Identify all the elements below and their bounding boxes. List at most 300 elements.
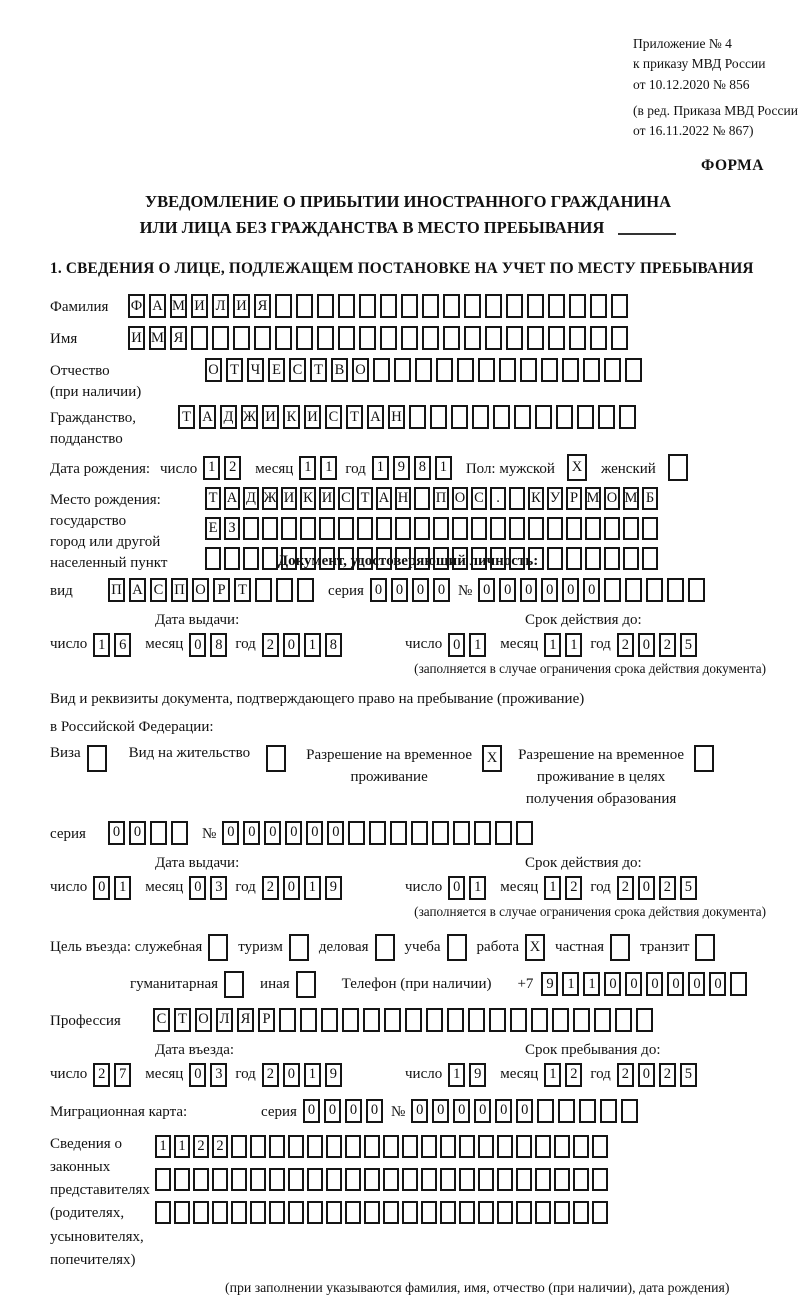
char-cell[interactable] xyxy=(402,1135,418,1158)
id-issue-day-input[interactable] xyxy=(93,633,131,657)
char-cell[interactable] xyxy=(573,1008,590,1032)
char-cell[interactable]: 0 xyxy=(264,821,281,845)
char-cell[interactable] xyxy=(730,972,747,996)
char-cell[interactable]: У xyxy=(547,487,563,510)
char-cell[interactable]: 5 xyxy=(680,633,697,657)
char-cell[interactable]: 8 xyxy=(210,633,227,657)
char-cell[interactable] xyxy=(296,971,316,998)
char-cell[interactable]: 0 xyxy=(646,972,663,996)
char-cell[interactable]: 1 xyxy=(544,876,561,900)
char-cell[interactable] xyxy=(307,1201,323,1224)
char-cell[interactable] xyxy=(636,1008,653,1032)
char-cell[interactable]: 0 xyxy=(604,972,621,996)
char-cell[interactable] xyxy=(625,358,642,382)
char-cell[interactable] xyxy=(499,358,516,382)
char-cell[interactable]: X xyxy=(525,934,545,961)
char-cell[interactable] xyxy=(598,405,615,429)
char-cell[interactable] xyxy=(562,358,579,382)
char-cell[interactable] xyxy=(193,1168,209,1191)
char-cell[interactable] xyxy=(376,517,392,540)
char-cell[interactable] xyxy=(269,1201,285,1224)
char-cell[interactable]: С xyxy=(289,358,306,382)
char-cell[interactable]: О xyxy=(452,487,468,510)
char-cell[interactable]: Ф xyxy=(128,294,145,318)
permit-valid-year-input[interactable] xyxy=(617,876,697,900)
char-cell[interactable]: В xyxy=(331,358,348,382)
char-cell[interactable] xyxy=(615,1008,632,1032)
char-cell[interactable] xyxy=(623,547,639,570)
char-cell[interactable] xyxy=(342,1008,359,1032)
char-cell[interactable]: 1 xyxy=(435,456,452,480)
char-cell[interactable] xyxy=(459,1168,475,1191)
char-cell[interactable]: 0 xyxy=(638,1063,655,1087)
char-cell[interactable] xyxy=(405,1008,422,1032)
char-cell[interactable] xyxy=(243,517,259,540)
birthplace-input-line2[interactable] xyxy=(205,517,658,540)
char-cell[interactable]: 1 xyxy=(469,633,486,657)
char-cell[interactable]: 0 xyxy=(625,972,642,996)
char-cell[interactable] xyxy=(415,358,432,382)
char-cell[interactable]: 0 xyxy=(516,1099,533,1123)
purpose-other-checkbox[interactable] xyxy=(296,971,316,998)
char-cell[interactable]: К xyxy=(528,487,544,510)
permit-number-input[interactable] xyxy=(222,821,533,845)
char-cell[interactable] xyxy=(430,405,447,429)
purpose-humanitarian-checkbox[interactable] xyxy=(224,971,244,998)
char-cell[interactable] xyxy=(611,294,628,318)
char-cell[interactable]: 2 xyxy=(565,876,582,900)
char-cell[interactable] xyxy=(509,517,525,540)
char-cell[interactable] xyxy=(453,821,470,845)
char-cell[interactable] xyxy=(150,821,167,845)
profession-input[interactable] xyxy=(153,1008,653,1032)
char-cell[interactable]: 2 xyxy=(659,633,676,657)
char-cell[interactable] xyxy=(569,326,586,350)
char-cell[interactable]: Т xyxy=(205,487,221,510)
char-cell[interactable]: А xyxy=(224,487,240,510)
char-cell[interactable] xyxy=(535,1201,551,1224)
char-cell[interactable] xyxy=(383,1201,399,1224)
char-cell[interactable]: Д xyxy=(243,487,259,510)
char-cell[interactable] xyxy=(243,547,259,570)
char-cell[interactable]: П xyxy=(108,578,125,602)
char-cell[interactable] xyxy=(212,1201,228,1224)
char-cell[interactable] xyxy=(307,1168,323,1191)
char-cell[interactable] xyxy=(535,1135,551,1158)
char-cell[interactable] xyxy=(326,1201,342,1224)
char-cell[interactable]: 0 xyxy=(432,1099,449,1123)
purpose-tourism-checkbox[interactable] xyxy=(289,934,309,961)
char-cell[interactable]: Л xyxy=(212,294,229,318)
char-cell[interactable]: 2 xyxy=(659,1063,676,1087)
char-cell[interactable] xyxy=(592,1201,608,1224)
char-cell[interactable]: И xyxy=(128,326,145,350)
char-cell[interactable] xyxy=(695,934,715,961)
sex-male-checkbox[interactable] xyxy=(567,454,587,481)
char-cell[interactable] xyxy=(577,405,594,429)
char-cell[interactable]: 0 xyxy=(303,1099,320,1123)
char-cell[interactable]: 6 xyxy=(114,633,131,657)
char-cell[interactable]: Р xyxy=(566,487,582,510)
char-cell[interactable]: 0 xyxy=(688,972,705,996)
char-cell[interactable] xyxy=(552,1008,569,1032)
char-cell[interactable]: 2 xyxy=(617,1063,634,1087)
char-cell[interactable] xyxy=(338,517,354,540)
char-cell[interactable] xyxy=(262,517,278,540)
char-cell[interactable] xyxy=(345,1168,361,1191)
char-cell[interactable]: 1 xyxy=(469,876,486,900)
char-cell[interactable] xyxy=(338,294,355,318)
char-cell[interactable] xyxy=(155,1168,171,1191)
char-cell[interactable] xyxy=(590,294,607,318)
id-doc-number-input[interactable] xyxy=(478,578,705,602)
char-cell[interactable]: 2 xyxy=(617,876,634,900)
char-cell[interactable]: 0 xyxy=(345,1099,362,1123)
char-cell[interactable] xyxy=(250,1201,266,1224)
char-cell[interactable] xyxy=(604,358,621,382)
char-cell[interactable]: З xyxy=(224,517,240,540)
char-cell[interactable] xyxy=(478,1135,494,1158)
char-cell[interactable] xyxy=(600,1099,617,1123)
char-cell[interactable] xyxy=(497,1135,513,1158)
char-cell[interactable]: 0 xyxy=(541,578,558,602)
char-cell[interactable] xyxy=(573,1168,589,1191)
char-cell[interactable] xyxy=(155,1201,171,1224)
char-cell[interactable]: Е xyxy=(268,358,285,382)
char-cell[interactable]: 1 xyxy=(565,633,582,657)
char-cell[interactable]: М xyxy=(623,487,639,510)
char-cell[interactable] xyxy=(527,326,544,350)
char-cell[interactable] xyxy=(255,578,272,602)
char-cell[interactable] xyxy=(233,326,250,350)
purpose-work-checkbox[interactable] xyxy=(525,934,545,961)
id-valid-year-input[interactable] xyxy=(617,633,697,657)
char-cell[interactable] xyxy=(414,517,430,540)
purpose-study-checkbox[interactable] xyxy=(447,934,467,961)
char-cell[interactable] xyxy=(485,326,502,350)
purpose-private-checkbox[interactable] xyxy=(610,934,630,961)
char-cell[interactable] xyxy=(357,517,373,540)
char-cell[interactable]: Я xyxy=(170,326,187,350)
char-cell[interactable] xyxy=(497,1168,513,1191)
char-cell[interactable]: 9 xyxy=(325,1063,342,1087)
char-cell[interactable]: И xyxy=(304,405,321,429)
char-cell[interactable]: К xyxy=(300,487,316,510)
char-cell[interactable]: Я xyxy=(254,294,271,318)
visa-checkbox[interactable] xyxy=(87,745,107,772)
char-cell[interactable]: 0 xyxy=(583,578,600,602)
char-cell[interactable] xyxy=(321,1008,338,1032)
birthplace-input-line1[interactable] xyxy=(205,487,658,510)
char-cell[interactable] xyxy=(443,294,460,318)
migration-number-input[interactable] xyxy=(411,1099,638,1123)
char-cell[interactable] xyxy=(490,517,506,540)
char-cell[interactable] xyxy=(205,547,221,570)
char-cell[interactable]: 0 xyxy=(283,1063,300,1087)
char-cell[interactable] xyxy=(394,358,411,382)
char-cell[interactable] xyxy=(275,326,292,350)
char-cell[interactable]: 5 xyxy=(680,1063,697,1087)
char-cell[interactable]: Я xyxy=(237,1008,254,1032)
char-cell[interactable]: Ж xyxy=(262,487,278,510)
permit-valid-month-input[interactable] xyxy=(544,876,582,900)
char-cell[interactable] xyxy=(373,358,390,382)
char-cell[interactable]: 2 xyxy=(262,633,279,657)
temp-residence-checkbox[interactable] xyxy=(482,745,502,772)
char-cell[interactable]: 0 xyxy=(189,876,206,900)
char-cell[interactable] xyxy=(87,745,107,772)
purpose-business-checkbox[interactable] xyxy=(375,934,395,961)
char-cell[interactable] xyxy=(510,1008,527,1032)
char-cell[interactable] xyxy=(478,1168,494,1191)
permit-series-input[interactable] xyxy=(108,821,188,845)
char-cell[interactable] xyxy=(317,294,334,318)
char-cell[interactable] xyxy=(348,821,365,845)
char-cell[interactable]: 0 xyxy=(370,578,387,602)
char-cell[interactable] xyxy=(326,1168,342,1191)
char-cell[interactable] xyxy=(383,1135,399,1158)
char-cell[interactable]: Д xyxy=(220,405,237,429)
char-cell[interactable] xyxy=(610,934,630,961)
char-cell[interactable] xyxy=(440,1168,456,1191)
id-doc-series-input[interactable] xyxy=(370,578,450,602)
char-cell[interactable] xyxy=(642,517,658,540)
char-cell[interactable]: 1 xyxy=(155,1135,171,1158)
char-cell[interactable] xyxy=(380,294,397,318)
char-cell[interactable]: 1 xyxy=(544,1063,561,1087)
char-cell[interactable] xyxy=(447,934,467,961)
char-cell[interactable]: Б xyxy=(642,487,658,510)
temp-residence-edu-checkbox[interactable] xyxy=(694,745,714,772)
char-cell[interactable] xyxy=(527,294,544,318)
char-cell[interactable] xyxy=(541,358,558,382)
char-cell[interactable] xyxy=(250,1168,266,1191)
char-cell[interactable]: 0 xyxy=(433,578,450,602)
char-cell[interactable] xyxy=(288,1168,304,1191)
char-cell[interactable]: С xyxy=(325,405,342,429)
char-cell[interactable]: 9 xyxy=(325,876,342,900)
char-cell[interactable] xyxy=(363,1008,380,1032)
char-cell[interactable] xyxy=(269,1168,285,1191)
char-cell[interactable]: 2 xyxy=(224,456,241,480)
char-cell[interactable]: 0 xyxy=(222,821,239,845)
sex-female-checkbox[interactable] xyxy=(668,454,688,481)
char-cell[interactable]: 0 xyxy=(327,821,344,845)
char-cell[interactable] xyxy=(566,547,582,570)
char-cell[interactable]: Р xyxy=(213,578,230,602)
char-cell[interactable] xyxy=(592,1135,608,1158)
char-cell[interactable] xyxy=(554,1168,570,1191)
char-cell[interactable]: Р xyxy=(258,1008,275,1032)
stay-year-input[interactable] xyxy=(617,1063,697,1087)
char-cell[interactable]: М xyxy=(585,487,601,510)
char-cell[interactable] xyxy=(646,578,663,602)
char-cell[interactable] xyxy=(296,326,313,350)
id-valid-month-input[interactable] xyxy=(544,633,582,657)
char-cell[interactable]: 2 xyxy=(93,1063,110,1087)
char-cell[interactable] xyxy=(592,1168,608,1191)
char-cell[interactable]: 9 xyxy=(393,456,410,480)
char-cell[interactable]: С xyxy=(153,1008,170,1032)
char-cell[interactable]: С xyxy=(150,578,167,602)
char-cell[interactable]: А xyxy=(376,487,392,510)
char-cell[interactable] xyxy=(516,821,533,845)
char-cell[interactable]: 0 xyxy=(189,1063,206,1087)
char-cell[interactable]: 0 xyxy=(283,633,300,657)
permit-issue-month-input[interactable] xyxy=(189,876,227,900)
char-cell[interactable] xyxy=(516,1135,532,1158)
char-cell[interactable]: 2 xyxy=(659,876,676,900)
char-cell[interactable]: 0 xyxy=(709,972,726,996)
residence-permit-checkbox[interactable] xyxy=(266,745,286,772)
char-cell[interactable]: 0 xyxy=(93,876,110,900)
char-cell[interactable] xyxy=(212,1168,228,1191)
representatives-input-line3[interactable] xyxy=(155,1201,608,1224)
char-cell[interactable] xyxy=(440,1201,456,1224)
char-cell[interactable] xyxy=(409,405,426,429)
char-cell[interactable]: 0 xyxy=(495,1099,512,1123)
char-cell[interactable] xyxy=(668,454,688,481)
char-cell[interactable]: 0 xyxy=(520,578,537,602)
char-cell[interactable]: 1 xyxy=(372,456,389,480)
char-cell[interactable] xyxy=(516,1201,532,1224)
char-cell[interactable] xyxy=(231,1168,247,1191)
char-cell[interactable] xyxy=(288,1135,304,1158)
char-cell[interactable] xyxy=(625,578,642,602)
char-cell[interactable]: 0 xyxy=(474,1099,491,1123)
char-cell[interactable] xyxy=(384,1008,401,1032)
char-cell[interactable] xyxy=(254,326,271,350)
char-cell[interactable] xyxy=(694,745,714,772)
char-cell[interactable] xyxy=(497,1201,513,1224)
char-cell[interactable] xyxy=(422,294,439,318)
char-cell[interactable] xyxy=(289,934,309,961)
char-cell[interactable]: 1 xyxy=(174,1135,190,1158)
char-cell[interactable] xyxy=(531,1008,548,1032)
char-cell[interactable] xyxy=(443,326,460,350)
char-cell[interactable] xyxy=(556,405,573,429)
char-cell[interactable]: И xyxy=(281,487,297,510)
char-cell[interactable]: О xyxy=(192,578,209,602)
char-cell[interactable]: Т xyxy=(178,405,195,429)
char-cell[interactable] xyxy=(495,821,512,845)
char-cell[interactable] xyxy=(275,294,292,318)
char-cell[interactable] xyxy=(478,1201,494,1224)
char-cell[interactable] xyxy=(573,1135,589,1158)
char-cell[interactable]: 1 xyxy=(304,633,321,657)
char-cell[interactable]: 0 xyxy=(108,821,125,845)
char-cell[interactable]: Т xyxy=(310,358,327,382)
char-cell[interactable] xyxy=(390,821,407,845)
char-cell[interactable] xyxy=(554,1135,570,1158)
char-cell[interactable] xyxy=(401,294,418,318)
char-cell[interactable] xyxy=(528,517,544,540)
char-cell[interactable]: 1 xyxy=(93,633,110,657)
char-cell[interactable] xyxy=(452,517,468,540)
char-cell[interactable] xyxy=(402,1168,418,1191)
char-cell[interactable]: 1 xyxy=(583,972,600,996)
char-cell[interactable]: 0 xyxy=(638,876,655,900)
char-cell[interactable]: 0 xyxy=(366,1099,383,1123)
id-valid-day-input[interactable] xyxy=(448,633,486,657)
char-cell[interactable] xyxy=(604,578,621,602)
char-cell[interactable] xyxy=(619,405,636,429)
char-cell[interactable]: 0 xyxy=(306,821,323,845)
char-cell[interactable]: 9 xyxy=(541,972,558,996)
purpose-official-checkbox[interactable] xyxy=(208,934,228,961)
char-cell[interactable] xyxy=(621,1099,638,1123)
char-cell[interactable]: А xyxy=(129,578,146,602)
char-cell[interactable]: 9 xyxy=(469,1063,486,1087)
char-cell[interactable]: И xyxy=(262,405,279,429)
char-cell[interactable] xyxy=(548,326,565,350)
char-cell[interactable] xyxy=(489,1008,506,1032)
char-cell[interactable] xyxy=(590,326,607,350)
char-cell[interactable] xyxy=(506,326,523,350)
char-cell[interactable]: 0 xyxy=(189,633,206,657)
char-cell[interactable] xyxy=(472,405,489,429)
char-cell[interactable] xyxy=(516,1168,532,1191)
char-cell[interactable] xyxy=(364,1201,380,1224)
char-cell[interactable] xyxy=(300,517,316,540)
citizenship-input[interactable] xyxy=(178,405,636,429)
char-cell[interactable]: 2 xyxy=(212,1135,228,1158)
char-cell[interactable]: 0 xyxy=(448,876,465,900)
char-cell[interactable] xyxy=(535,405,552,429)
char-cell[interactable]: А xyxy=(199,405,216,429)
birth-day-input[interactable] xyxy=(203,456,241,480)
char-cell[interactable]: К xyxy=(283,405,300,429)
char-cell[interactable]: 8 xyxy=(325,633,342,657)
char-cell[interactable] xyxy=(231,1201,247,1224)
char-cell[interactable] xyxy=(594,1008,611,1032)
char-cell[interactable] xyxy=(548,294,565,318)
char-cell[interactable]: Т xyxy=(234,578,251,602)
char-cell[interactable] xyxy=(433,517,449,540)
char-cell[interactable] xyxy=(414,487,430,510)
char-cell[interactable] xyxy=(459,1135,475,1158)
char-cell[interactable] xyxy=(364,1135,380,1158)
permit-valid-day-input[interactable] xyxy=(448,876,486,900)
char-cell[interactable] xyxy=(401,326,418,350)
char-cell[interactable] xyxy=(317,326,334,350)
char-cell[interactable]: 2 xyxy=(617,633,634,657)
char-cell[interactable] xyxy=(485,294,502,318)
char-cell[interactable]: Т xyxy=(346,405,363,429)
char-cell[interactable]: 2 xyxy=(262,1063,279,1087)
char-cell[interactable] xyxy=(250,1135,266,1158)
char-cell[interactable] xyxy=(262,547,278,570)
char-cell[interactable]: Е xyxy=(205,517,221,540)
char-cell[interactable] xyxy=(174,1168,190,1191)
char-cell[interactable] xyxy=(566,517,582,540)
char-cell[interactable]: О xyxy=(205,358,222,382)
char-cell[interactable] xyxy=(279,1008,296,1032)
char-cell[interactable]: 7 xyxy=(114,1063,131,1087)
char-cell[interactable] xyxy=(573,1201,589,1224)
char-cell[interactable] xyxy=(440,1135,456,1158)
char-cell[interactable] xyxy=(642,547,658,570)
char-cell[interactable] xyxy=(345,1135,361,1158)
char-cell[interactable]: 1 xyxy=(544,633,561,657)
char-cell[interactable] xyxy=(380,326,397,350)
char-cell[interactable]: Т xyxy=(226,358,243,382)
char-cell[interactable] xyxy=(402,1201,418,1224)
char-cell[interactable]: И xyxy=(319,487,335,510)
char-cell[interactable] xyxy=(224,971,244,998)
char-cell[interactable] xyxy=(231,1135,247,1158)
char-cell[interactable]: 2 xyxy=(193,1135,209,1158)
